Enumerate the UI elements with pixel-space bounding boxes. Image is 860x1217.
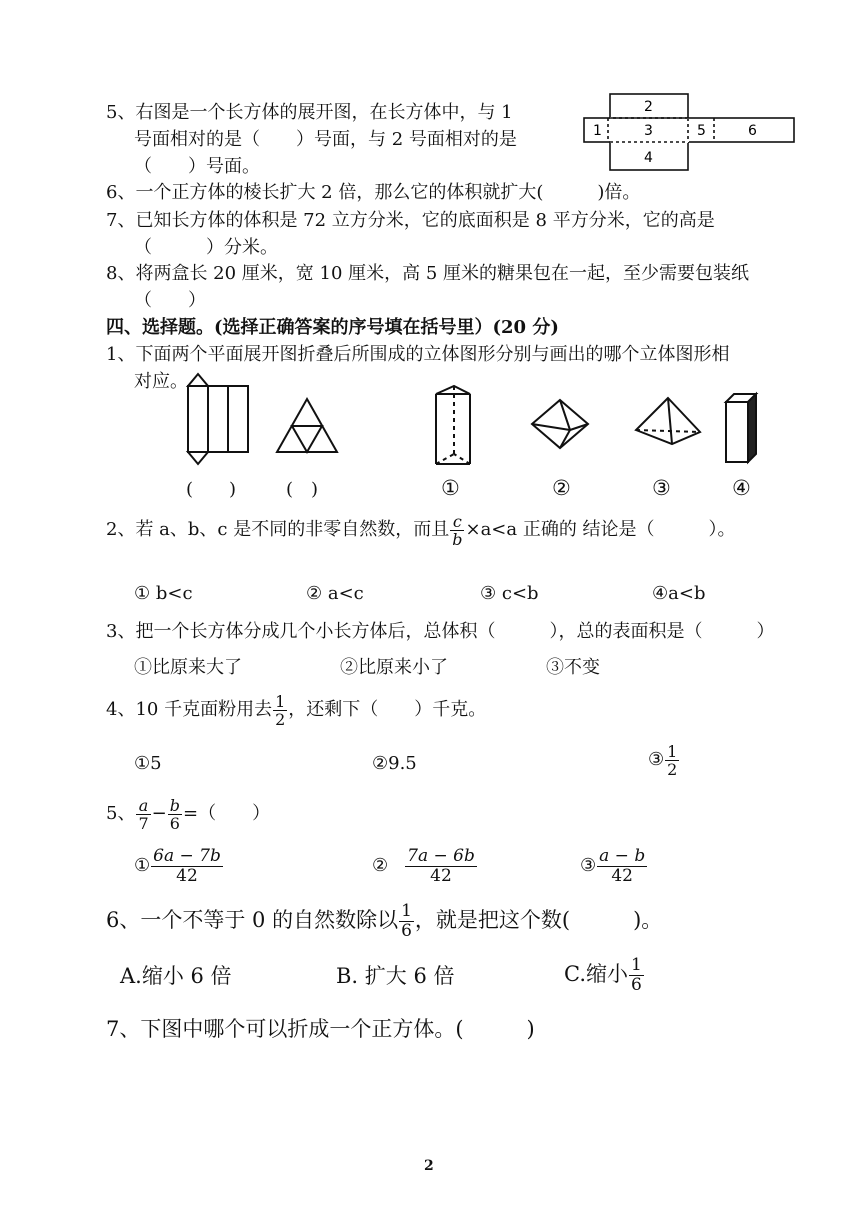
s4-q4-option-3[interactable] (648, 742, 680, 778)
s4-q2-frac-den: b (452, 529, 463, 549)
s4-q5-option-1[interactable] (134, 846, 224, 886)
q3-item6: 6、一个正方体的棱长扩大 2 倍，那么它的体积就扩大( )倍。 (106, 182, 641, 203)
s4-q5-opt3-prefix: ③ (580, 855, 597, 876)
page-number: 2 (424, 1158, 434, 1174)
q3-item5-line2: 号面相对的是（ ）号面，与 2 号面相对的是 (134, 129, 517, 150)
solid-label-1: ① (441, 476, 460, 500)
s4-q5-suffix: =（ ） (182, 803, 271, 824)
s4-q4-stem (106, 692, 486, 728)
s4-q2-option-1[interactable]: ① b<c (134, 583, 193, 604)
s4-q1-blank-1[interactable]: ( ) (186, 479, 237, 500)
q3-item7-line1: 7、已知长方体的体积是 72 立方分米，它的底面积是 8 平方分米，它的高是 (106, 210, 715, 231)
s4-q5-f1-den: 7 (138, 813, 149, 833)
s4-q4-opt3-den: 2 (667, 759, 678, 779)
solid-label-4: ④ (732, 476, 751, 500)
s4-q4-suffix: ，还剩下（ ）千克。 (288, 699, 487, 720)
net-face-1: 1 (593, 123, 602, 139)
s4-q4-frac-den: 2 (275, 709, 286, 729)
s4-q4-option-2[interactable]: ②9.5 (372, 753, 417, 774)
section4-heading: 四、选择题。(选择正确答案的序号填在括号里）(20 分) (106, 317, 559, 338)
solid-3-pyramid (634, 396, 704, 448)
s4-q2-option-4[interactable]: ④a<b (652, 583, 706, 604)
s4-q6-optc-prefix: C.缩小 (564, 962, 628, 986)
s4-q6-optc-num: 1 (631, 955, 642, 975)
s4-q6-stem (106, 898, 662, 942)
prism-net-figure (182, 370, 252, 470)
s4-q5-f1-num: a (136, 797, 150, 815)
s4-q4-option-1[interactable]: ①5 (134, 753, 162, 774)
s4-q3-stem: 3、把一个长方体分成几个小长方体后，总体积（ ），总的表面积是（ ） (106, 621, 775, 642)
solid-4-cuboid (724, 392, 760, 464)
s4-q1-blank-2[interactable]: ( ) (286, 479, 319, 500)
s4-q5-minus: − (151, 803, 167, 824)
s4-q2-suffix: ×a<a 正确的 结论是（ ）。 (465, 519, 736, 540)
s4-q5-option-2[interactable] (372, 846, 478, 886)
s4-q2-prefix: 2、若 a、b、c 是不同的非零自然数，而且 (106, 519, 450, 540)
s4-q3-option-2[interactable]: ②比原来小了 (340, 657, 448, 678)
s4-q2-frac-num: c (450, 513, 464, 531)
s4-q5-opt1-fraction (151, 847, 223, 886)
s4-q5-fraction-1 (136, 797, 150, 832)
s4-q5-stem (106, 794, 270, 834)
s4-q5-opt1-prefix: ① (134, 855, 151, 876)
s4-q5-opt1-den: 42 (176, 865, 198, 886)
s4-q5-opt3-num: a − b (599, 845, 646, 866)
s4-q5-opt1-num: 6a − 7b (153, 845, 221, 866)
net-face-4: 4 (644, 150, 653, 166)
s4-q5-fraction-2 (168, 797, 182, 832)
s4-q2-fraction (450, 513, 464, 548)
net-face-5: 5 (697, 123, 706, 139)
solid-1-triangular-prism (432, 384, 474, 468)
s4-q6-prefix: 6、一个不等于 0 的自然数除以 (106, 908, 399, 932)
s4-q5-option-3[interactable] (580, 846, 648, 886)
solid-label-3: ③ (652, 476, 671, 500)
s4-q4-frac-num: 1 (275, 691, 286, 711)
s4-q6-suffix: ，就是把这个数( )。 (414, 908, 663, 932)
s4-q5-prefix: 5、 (106, 803, 136, 824)
s4-q6-option-b[interactable]: B. 扩大 6 倍 (336, 964, 455, 988)
s4-q5-f2-den: 6 (169, 813, 180, 833)
q3-item7-line2: （ ）分米。 (134, 237, 278, 258)
net-face-3: 3 (644, 123, 653, 139)
s4-q3-option-3[interactable]: ③不变 (546, 657, 600, 678)
s4-q4-opt3-num: 1 (667, 741, 678, 761)
s4-q6-frac-den: 6 (401, 921, 412, 941)
s4-q2-stem (106, 512, 736, 548)
solid-2-double-pyramid (530, 398, 590, 450)
s4-q6-optc-fraction (629, 956, 644, 995)
s4-q6-frac-num: 1 (401, 901, 412, 921)
s4-q1-line2: 对应。 (134, 371, 188, 392)
s4-q4-opt3-prefix: ③ (648, 749, 665, 770)
tetra-net-figure (274, 396, 340, 456)
s4-q6-fraction (399, 902, 414, 941)
s4-q5-opt3-fraction (597, 847, 647, 886)
s4-q5-opt2-num: 7a − 6b (407, 845, 475, 866)
net-face-6: 6 (748, 123, 757, 139)
cuboid-net-diagram (582, 92, 798, 174)
s4-q5-opt3-den: 42 (611, 865, 633, 886)
s4-q2-option-3[interactable]: ③ c<b (480, 583, 539, 604)
s4-q1-line1: 1、下面两个平面展开图折叠后所围成的立体图形分别与画出的哪个立体图形相 (106, 344, 730, 365)
s4-q6-optc-den: 6 (631, 975, 642, 995)
s4-q4-prefix: 4、10 千克面粉用去 (106, 699, 273, 720)
q3-item8-line2: （ ） (134, 290, 206, 311)
q3-item5-line1: 5、右图是一个长方体的展开图，在长方体中，与 1 (106, 102, 513, 123)
s4-q4-opt3-fraction (665, 743, 679, 778)
net-face-2: 2 (644, 99, 653, 115)
solid-label-2: ② (552, 476, 571, 500)
s4-q2-option-2[interactable]: ② a<c (306, 583, 364, 604)
s4-q5-opt2-fraction (405, 847, 477, 886)
s4-q5-f2-num: b (169, 795, 180, 815)
q3-item5-line3: （ ）号面。 (134, 156, 260, 177)
s4-q6-option-c[interactable] (564, 950, 645, 998)
s4-q7-stem: 7、下图中哪个可以折成一个正方体。( ) (106, 1017, 535, 1041)
s4-q5-opt2-den: 42 (430, 865, 452, 886)
q3-item8-line1: 8、将两盒长 20 厘米，宽 10 厘米，高 5 厘米的糖果包在一起，至少需要包装纸 (106, 263, 750, 284)
s4-q4-fraction (273, 693, 287, 728)
s4-q3-option-1[interactable]: ①比原来大了 (134, 657, 242, 678)
s4-q6-option-a[interactable]: A.缩小 6 倍 (120, 964, 232, 988)
s4-q5-opt2-prefix: ② (372, 855, 389, 876)
